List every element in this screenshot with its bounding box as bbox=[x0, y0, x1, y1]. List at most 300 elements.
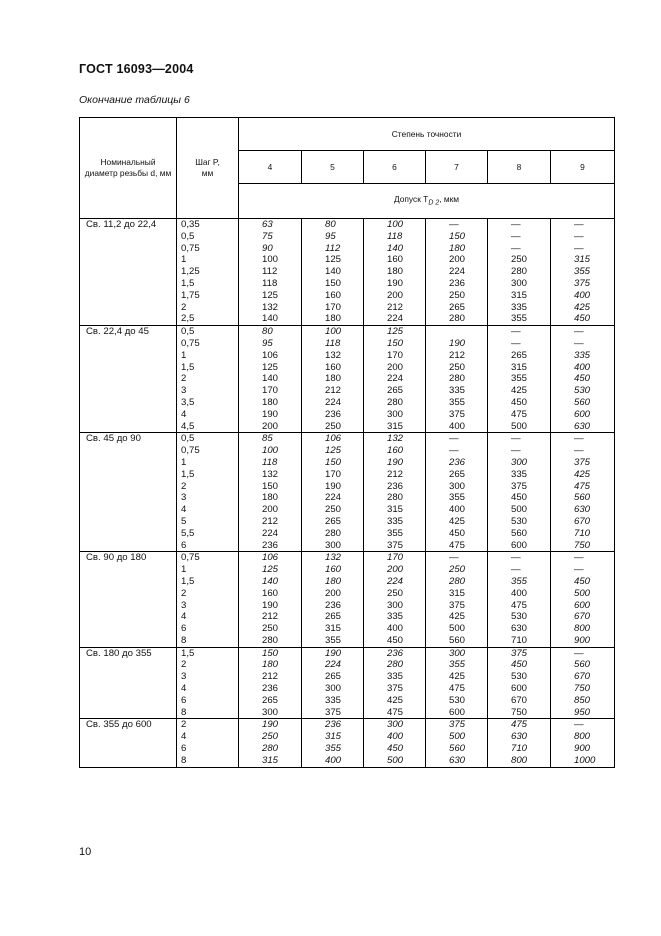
tolerance-value: 160 bbox=[325, 361, 342, 373]
tolerance-value: 800 bbox=[574, 731, 591, 743]
tolerance-column-grade-5 bbox=[302, 719, 364, 767]
tolerance-value: 560 bbox=[449, 743, 466, 755]
tolerance-value: 280 bbox=[449, 313, 466, 325]
tolerance-value: 100 bbox=[387, 219, 404, 230]
tolerance-value: 630 bbox=[511, 623, 528, 635]
tolerance-value: 335 bbox=[511, 301, 528, 313]
tolerance-column-grade-5 bbox=[302, 647, 364, 719]
pitch-value: 3 bbox=[181, 671, 187, 683]
tolerance-column-grade-6 bbox=[364, 433, 426, 552]
tolerance-value: 400 bbox=[325, 754, 342, 766]
tolerance-column-grade-4 bbox=[239, 433, 302, 552]
tolerance-value: 500 bbox=[511, 420, 528, 432]
tolerance-value: 900 bbox=[574, 743, 591, 755]
tolerance-value: 265 bbox=[449, 301, 466, 313]
tolerance-value: 300 bbox=[511, 277, 528, 289]
tolerance-value: 132 bbox=[387, 433, 404, 445]
header-pitch-line2: мм bbox=[201, 168, 214, 178]
tolerance-value: — bbox=[511, 337, 521, 349]
tolerance-value: 355 bbox=[387, 527, 404, 539]
grade-header-5: 5 bbox=[302, 151, 364, 184]
tolerance-value: 170 bbox=[387, 349, 404, 361]
tolerance-column-grade-5 bbox=[302, 433, 364, 552]
tolerance-value: — bbox=[574, 719, 584, 731]
tolerance-value: 80 bbox=[325, 219, 336, 230]
tolerance-value: 80 bbox=[262, 326, 273, 338]
tolerance-value: 355 bbox=[511, 575, 528, 587]
tolerance-value: 140 bbox=[262, 575, 279, 587]
tolerance-value: 150 bbox=[325, 277, 342, 289]
tolerance-value: 280 bbox=[387, 659, 404, 671]
tolerance-table bbox=[79, 117, 615, 768]
diameter-range: Св. 180 до 355 bbox=[80, 647, 177, 719]
tolerance-value: 160 bbox=[262, 587, 279, 599]
tolerance-value: 140 bbox=[387, 242, 404, 254]
tolerance-value: 355 bbox=[449, 659, 466, 671]
tolerance-value: 190 bbox=[325, 647, 342, 659]
tolerance-value: 212 bbox=[387, 301, 404, 313]
tolerance-value: — bbox=[574, 337, 584, 349]
tolerance-value: 475 bbox=[449, 683, 466, 695]
tolerance-value: 280 bbox=[387, 396, 404, 408]
pitch-value: 8 bbox=[181, 754, 187, 766]
pitch-value: 3,5 bbox=[181, 396, 195, 408]
tolerance-value: 236 bbox=[449, 456, 466, 468]
tolerance-column-grade-7 bbox=[426, 433, 488, 552]
tolerance-value: 375 bbox=[325, 706, 342, 718]
tolerance-value: 425 bbox=[574, 468, 591, 480]
tolerance-value: 160 bbox=[387, 254, 404, 266]
tolerance-value: 250 bbox=[325, 504, 342, 516]
tolerance-value: 500 bbox=[511, 504, 528, 516]
header-diameter: Номинальный диаметр резьбы d, мм bbox=[80, 118, 177, 219]
pitch-value: 0,5 bbox=[181, 433, 195, 445]
pitch-list bbox=[177, 719, 239, 767]
tolerance-value: 63 bbox=[262, 219, 273, 230]
pitch-list bbox=[177, 647, 239, 719]
tolerance-value: 90 bbox=[262, 242, 273, 254]
tolerance-column-grade-5 bbox=[302, 326, 364, 433]
tolerance-value: 450 bbox=[511, 492, 528, 504]
tolerance-value: — bbox=[511, 564, 521, 576]
tolerance-value: 600 bbox=[511, 683, 528, 695]
tolerance-value: 300 bbox=[449, 480, 466, 492]
tolerance-value: 355 bbox=[449, 396, 466, 408]
tolerance-column-grade-9 bbox=[551, 552, 615, 647]
tolerance-value: 112 bbox=[262, 266, 278, 278]
tolerance-value: 630 bbox=[511, 731, 528, 743]
pitch-value: 4 bbox=[181, 611, 187, 623]
pitch-list bbox=[177, 552, 239, 647]
tolerance-value: 450 bbox=[574, 313, 591, 325]
tolerance-value: 300 bbox=[262, 706, 279, 718]
pitch-value: 0,75 bbox=[181, 242, 200, 254]
tolerance-value: 800 bbox=[511, 754, 528, 766]
pitch-value: 0,75 bbox=[181, 445, 200, 457]
pitch-value: 1,25 bbox=[181, 266, 200, 278]
tolerance-subscript: D 2 bbox=[428, 199, 440, 207]
table-body bbox=[80, 219, 615, 768]
tolerance-value: 315 bbox=[511, 289, 528, 301]
tolerance-value: — bbox=[449, 219, 459, 230]
tolerance-value: — bbox=[574, 647, 584, 659]
tolerance-value: 95 bbox=[325, 230, 336, 242]
tolerance-value: — bbox=[511, 445, 521, 457]
tolerance-value bbox=[426, 326, 487, 338]
diameter-range: Св. 355 до 600 bbox=[80, 719, 177, 767]
tolerance-value: 500 bbox=[449, 731, 466, 743]
tolerance-value: 150 bbox=[325, 456, 342, 468]
tolerance-value: 315 bbox=[325, 623, 342, 635]
tolerance-value: 212 bbox=[262, 515, 279, 527]
tolerance-value: 265 bbox=[325, 611, 342, 623]
tolerance-value: 250 bbox=[449, 289, 466, 301]
header-tolerance bbox=[239, 184, 615, 219]
tolerance-value: 100 bbox=[262, 254, 279, 266]
tolerance-value: 180 bbox=[387, 266, 404, 278]
tolerance-value: 315 bbox=[511, 361, 528, 373]
tolerance-value: 475 bbox=[511, 599, 528, 611]
tolerance-value: 200 bbox=[262, 504, 279, 516]
tolerance-value: 236 bbox=[262, 539, 279, 551]
tolerance-value: 236 bbox=[325, 719, 342, 731]
pitch-value: 4 bbox=[181, 504, 187, 516]
tolerance-value: 212 bbox=[325, 385, 342, 397]
tolerance-value: 335 bbox=[449, 385, 466, 397]
tolerance-value: 190 bbox=[387, 456, 404, 468]
tolerance-value: 425 bbox=[387, 694, 404, 706]
tolerance-value: 170 bbox=[325, 468, 342, 480]
tolerance-value: 425 bbox=[574, 301, 591, 313]
tolerance-value: 600 bbox=[574, 599, 591, 611]
tolerance-value: 125 bbox=[325, 254, 342, 266]
tolerance-column-grade-4 bbox=[239, 719, 302, 767]
tolerance-value: — bbox=[574, 552, 584, 564]
tolerance-value: 850 bbox=[574, 694, 591, 706]
tolerance-value: 335 bbox=[387, 671, 404, 683]
tolerance-value: 450 bbox=[449, 527, 466, 539]
tolerance-value: 224 bbox=[387, 313, 404, 325]
tolerance-value: 315 bbox=[262, 754, 279, 766]
tolerance-column-grade-4 bbox=[239, 219, 302, 326]
tolerance-value: 280 bbox=[325, 527, 342, 539]
tolerance-column-grade-8 bbox=[488, 433, 551, 552]
tolerance-value: 190 bbox=[262, 599, 279, 611]
tolerance-value: 106 bbox=[262, 349, 279, 361]
tolerance-value: 475 bbox=[574, 480, 591, 492]
tolerance-value: 85 bbox=[262, 433, 273, 445]
tolerance-value: 280 bbox=[449, 373, 466, 385]
tolerance-value: 450 bbox=[387, 743, 404, 755]
tolerance-value: 425 bbox=[511, 385, 528, 397]
tolerance-value: 1000 bbox=[574, 754, 596, 766]
tolerance-value: — bbox=[449, 445, 459, 457]
tolerance-value: — bbox=[511, 433, 521, 445]
tolerance-value: 265 bbox=[511, 349, 528, 361]
tolerance-column-grade-7 bbox=[426, 552, 488, 647]
tolerance-column-grade-6 bbox=[364, 719, 426, 767]
tolerance-value: 236 bbox=[325, 408, 342, 420]
tolerance-value: — bbox=[449, 552, 459, 564]
tolerance-value: 335 bbox=[325, 694, 342, 706]
tolerance-value: 475 bbox=[511, 719, 528, 731]
tolerance-value: 132 bbox=[325, 552, 342, 564]
tolerance-column-grade-4 bbox=[239, 552, 302, 647]
tolerance-value: 375 bbox=[449, 719, 466, 731]
tolerance-value: 355 bbox=[574, 266, 591, 278]
tolerance-value: 75 bbox=[262, 230, 273, 242]
tolerance-value: 118 bbox=[387, 230, 403, 242]
pitch-value: 0,75 bbox=[181, 552, 200, 564]
tolerance-value: 355 bbox=[511, 313, 528, 325]
pitch-value: 0,75 bbox=[181, 337, 200, 349]
tolerance-value: 200 bbox=[325, 587, 342, 599]
pitch-value: 1,5 bbox=[181, 575, 195, 587]
tolerance-value: 425 bbox=[449, 515, 466, 527]
tolerance-value: 224 bbox=[387, 575, 404, 587]
tolerance-value: 300 bbox=[387, 408, 404, 420]
grade-header-6: 6 bbox=[364, 151, 426, 184]
tolerance-value: 375 bbox=[511, 647, 528, 659]
tolerance-value: 200 bbox=[387, 289, 404, 301]
tolerance-column-grade-8 bbox=[488, 647, 551, 719]
tolerance-value: 335 bbox=[387, 515, 404, 527]
tolerance-value: 190 bbox=[387, 277, 404, 289]
tolerance-value: 375 bbox=[387, 539, 404, 551]
pitch-value: 1 bbox=[181, 456, 187, 468]
tolerance-column-grade-6 bbox=[364, 552, 426, 647]
tolerance-value: 280 bbox=[262, 743, 279, 755]
tolerance-value: 150 bbox=[387, 337, 404, 349]
tolerance-column-grade-6 bbox=[364, 219, 426, 326]
tolerance-value: 750 bbox=[574, 683, 591, 695]
pitch-value: 3 bbox=[181, 599, 187, 611]
tolerance-value: 224 bbox=[325, 492, 342, 504]
tolerance-value: 112 bbox=[325, 242, 341, 254]
tolerance-value: 212 bbox=[262, 611, 279, 623]
tolerance-value: 150 bbox=[262, 480, 279, 492]
pitch-value: 2 bbox=[181, 301, 187, 313]
header-pitch bbox=[177, 118, 239, 219]
tolerance-value: 280 bbox=[387, 492, 404, 504]
tolerance-value: 335 bbox=[387, 611, 404, 623]
tolerance-value: 236 bbox=[449, 277, 466, 289]
tolerance-value: 425 bbox=[449, 671, 466, 683]
pitch-value: 1,5 bbox=[181, 277, 195, 289]
tolerance-value: 280 bbox=[449, 575, 466, 587]
tolerance-value: — bbox=[574, 326, 584, 338]
tolerance-value: 125 bbox=[262, 564, 279, 576]
tolerance-value: 300 bbox=[325, 683, 342, 695]
tolerance-value: 710 bbox=[511, 743, 528, 755]
tolerance-value: 250 bbox=[387, 587, 404, 599]
pitch-value: 8 bbox=[181, 634, 187, 646]
tolerance-value: 560 bbox=[574, 492, 591, 504]
tolerance-value: 530 bbox=[511, 611, 528, 623]
tolerance-value: 400 bbox=[449, 504, 466, 516]
tolerance-value: 670 bbox=[574, 611, 591, 623]
tolerance-value: 236 bbox=[262, 683, 279, 695]
pitch-value: 4,5 bbox=[181, 420, 195, 432]
pitch-value: 0,5 bbox=[181, 326, 195, 338]
tolerance-value: 750 bbox=[511, 706, 528, 718]
tolerance-value: 250 bbox=[511, 254, 528, 266]
tolerance-value: 224 bbox=[262, 527, 279, 539]
tolerance-value: 450 bbox=[511, 396, 528, 408]
tolerance-value: 375 bbox=[574, 456, 591, 468]
tolerance-value: 500 bbox=[574, 587, 591, 599]
tolerance-value: 400 bbox=[387, 623, 404, 635]
tolerance-value: 355 bbox=[325, 743, 342, 755]
tolerance-value: 315 bbox=[387, 504, 404, 516]
tolerance-value: 180 bbox=[262, 492, 279, 504]
tolerance-value: 265 bbox=[325, 671, 342, 683]
tolerance-value: 170 bbox=[325, 301, 342, 313]
tolerance-value: 160 bbox=[325, 289, 342, 301]
tolerance-value: 180 bbox=[262, 659, 279, 671]
tolerance-value: 200 bbox=[387, 361, 404, 373]
tolerance-value: 236 bbox=[387, 480, 404, 492]
tolerance-value: — bbox=[511, 326, 521, 338]
pitch-value: 6 bbox=[181, 694, 187, 706]
pitch-value: 4 bbox=[181, 683, 187, 695]
tolerance-value: 125 bbox=[262, 289, 279, 301]
grade-header-8: 8 bbox=[488, 151, 551, 184]
tolerance-value: 375 bbox=[449, 408, 466, 420]
tolerance-value: 475 bbox=[511, 408, 528, 420]
pitch-value: 1 bbox=[181, 564, 187, 576]
tolerance-column-grade-7 bbox=[426, 647, 488, 719]
tolerance-value: 250 bbox=[449, 564, 466, 576]
tolerance-value: 170 bbox=[262, 385, 279, 397]
tolerance-value: 212 bbox=[262, 671, 279, 683]
tolerance-value: 190 bbox=[449, 337, 466, 349]
tolerance-value: 190 bbox=[262, 408, 279, 420]
diameter-range: Св. 90 до 180 bbox=[80, 552, 177, 647]
tolerance-value: 118 bbox=[262, 277, 278, 289]
tolerance-value: 300 bbox=[511, 456, 528, 468]
tolerance-value: — bbox=[574, 230, 584, 242]
header-pitch-line1: Шаг P, bbox=[195, 157, 220, 167]
tolerance-value: 450 bbox=[387, 634, 404, 646]
pitch-value: 2,5 bbox=[181, 313, 195, 325]
tolerance-value: 224 bbox=[387, 373, 404, 385]
grade-header-4: 4 bbox=[239, 151, 302, 184]
pitch-value: 6 bbox=[181, 539, 187, 551]
tolerance-value: 315 bbox=[574, 254, 591, 266]
tolerance-value: 900 bbox=[574, 634, 591, 646]
tolerance-value: — bbox=[449, 433, 459, 445]
tolerance-column-grade-6 bbox=[364, 326, 426, 433]
tolerance-value: 530 bbox=[574, 385, 591, 397]
pitch-list bbox=[177, 433, 239, 552]
tolerance-column-grade-5 bbox=[302, 552, 364, 647]
document-title: ГОСТ 16093—2004 bbox=[79, 62, 194, 76]
pitch-value: 0,5 bbox=[181, 230, 195, 242]
tolerance-value: 670 bbox=[574, 515, 591, 527]
tolerance-value: 450 bbox=[511, 659, 528, 671]
tolerance-value: 250 bbox=[325, 420, 342, 432]
pitch-value: 2 bbox=[181, 373, 187, 385]
diameter-range: Св. 45 до 90 bbox=[80, 433, 177, 552]
tolerance-value: 375 bbox=[449, 599, 466, 611]
tolerance-value: 200 bbox=[387, 564, 404, 576]
tolerance-value: 95 bbox=[262, 337, 273, 349]
tolerance-value: 132 bbox=[325, 349, 342, 361]
tolerance-column-grade-7 bbox=[426, 326, 488, 433]
tolerance-value: 375 bbox=[511, 480, 528, 492]
tolerance-value: — bbox=[574, 445, 584, 457]
table-row bbox=[80, 719, 615, 767]
pitch-value: 5 bbox=[181, 515, 187, 527]
pitch-value: 1 bbox=[181, 349, 187, 361]
tolerance-value: 250 bbox=[262, 623, 279, 635]
pitch-value: 0,35 bbox=[181, 219, 200, 230]
tolerance-label: Допуск T bbox=[393, 193, 429, 204]
table-row bbox=[80, 647, 615, 719]
table-caption: Окончание таблицы 6 bbox=[79, 94, 190, 106]
pitch-value: 2 bbox=[181, 587, 187, 599]
tolerance-value: 375 bbox=[574, 277, 591, 289]
diameter-range: Св. 11,2 до 22,4 bbox=[80, 219, 177, 326]
tolerance-value: 265 bbox=[262, 694, 279, 706]
tolerance-value: 475 bbox=[449, 539, 466, 551]
tolerance-value: 500 bbox=[449, 623, 466, 635]
pitch-list bbox=[177, 326, 239, 433]
tolerance-value: 600 bbox=[574, 408, 591, 420]
tolerance-value: — bbox=[511, 242, 521, 254]
tolerance-value: 450 bbox=[574, 575, 591, 587]
tolerance-column-grade-7 bbox=[426, 219, 488, 326]
tolerance-value: 300 bbox=[325, 539, 342, 551]
tolerance-value: 250 bbox=[449, 361, 466, 373]
tolerance-value: 630 bbox=[449, 754, 466, 766]
tolerance-column-grade-7 bbox=[426, 719, 488, 767]
tolerance-value: 170 bbox=[387, 552, 404, 564]
tolerance-value: 400 bbox=[387, 731, 404, 743]
diameter-range: Св. 22,4 до 45 bbox=[80, 326, 177, 433]
tolerance-value: 224 bbox=[325, 396, 342, 408]
pitch-value: 1,75 bbox=[181, 289, 200, 301]
tolerance-value: 118 bbox=[262, 456, 278, 468]
pitch-value: 6 bbox=[181, 623, 187, 635]
tolerance-column-grade-8 bbox=[488, 219, 551, 326]
pitch-value: 6 bbox=[181, 743, 187, 755]
tolerance-value: 710 bbox=[511, 634, 528, 646]
tolerance-value: 530 bbox=[449, 694, 466, 706]
tolerance-value: 180 bbox=[262, 396, 279, 408]
tolerance-value: 250 bbox=[262, 731, 279, 743]
tolerance-value: 118 bbox=[325, 337, 341, 349]
tolerance-value: 224 bbox=[449, 266, 466, 278]
grade-header-7: 7 bbox=[426, 151, 488, 184]
tolerance-value: 400 bbox=[574, 289, 591, 301]
tolerance-value: 190 bbox=[325, 480, 342, 492]
tolerance-value: 125 bbox=[387, 326, 404, 338]
tolerance-column-grade-8 bbox=[488, 719, 551, 767]
tolerance-value: — bbox=[574, 564, 584, 576]
pitch-value: 8 bbox=[181, 706, 187, 718]
tolerance-column-grade-8 bbox=[488, 552, 551, 647]
pitch-value: 1,5 bbox=[181, 468, 195, 480]
tolerance-value: 125 bbox=[325, 445, 342, 457]
tolerance-value: 400 bbox=[574, 361, 591, 373]
tolerance-value: 132 bbox=[262, 468, 279, 480]
tolerance-value: 355 bbox=[449, 492, 466, 504]
tolerance-value: 200 bbox=[262, 420, 279, 432]
tolerance-value: 212 bbox=[387, 468, 404, 480]
grade-header-9: 9 bbox=[551, 151, 615, 184]
